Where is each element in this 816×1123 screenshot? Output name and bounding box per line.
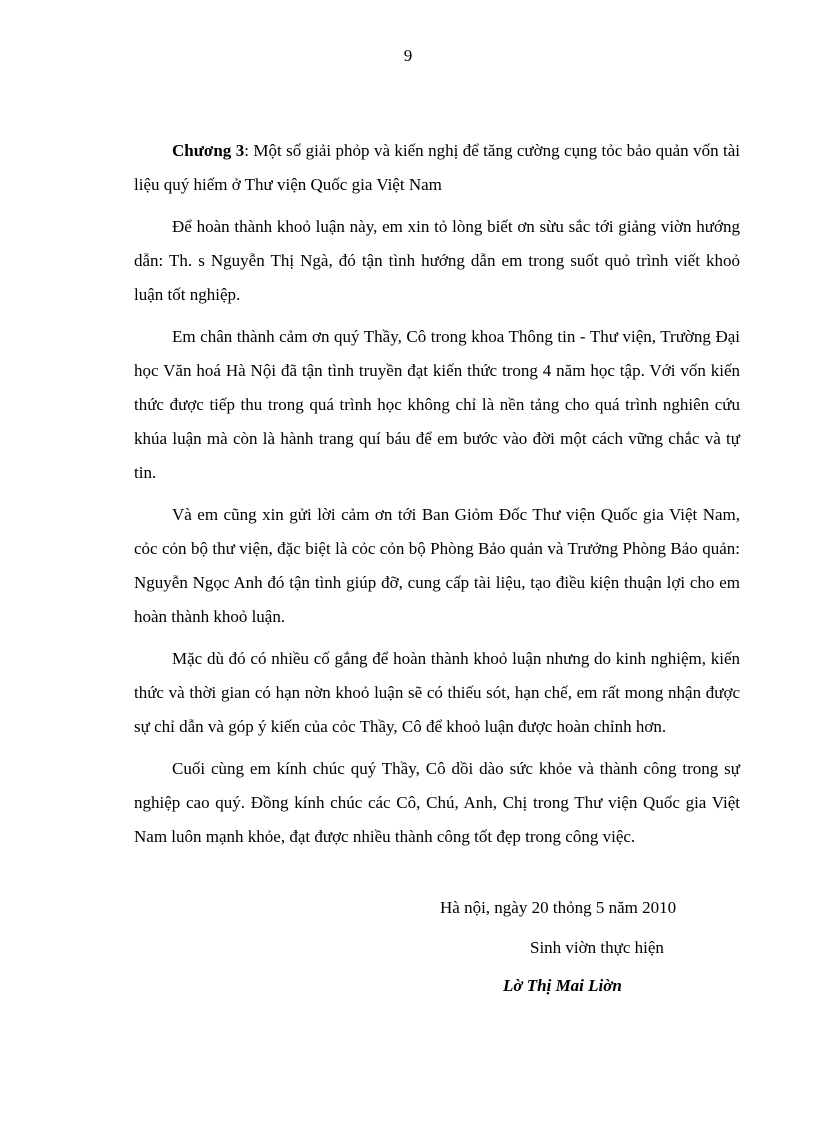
signature-date: Hà nội, ngày 20 thỏng 5 năm 2010 xyxy=(440,898,677,917)
document-body xyxy=(134,134,740,862)
signature-role: Sinh viờn thực hiện xyxy=(530,938,664,957)
signature-name: Lờ Thị Mai Liờn xyxy=(503,976,622,995)
paragraph-thanks-faculty: Em chân thành cảm ơn quý Thầy, Cô trong khoa Thông tin - Thư viện, Trường Đại học Văn hoá Hà Nội đã tận tình truyền đạt kiến thức trong 4 năm học tập. Với vốn kiến thức được tiếp thu trong quá trình học không chỉ là nền tảng cho quá trình nghiên cứu khúa luận mà còn là hành trang quí báu để em bước vào đời một cách vững chắc và tự tin. xyxy=(134,327,740,482)
paragraph-thanks-advisor: Để hoàn thành khoỏ luận này, em xin tỏ lòng biết ơn sừu sắc tới giảng viờn hướng dẫn: Th. s Nguyễn Thị Ngà, đó tận tình hướng dẫn em trong suốt quỏ trình viết khoỏ luận tốt nghiệp. xyxy=(134,217,740,304)
paragraph-closing-wishes: Cuối cùng em kính chúc quý Thầy, Cô dồi dào sức khỏe và thành công trong sự nghiệp cao quý. Đồng kính chúc các Cô, Chú, Anh, Chị trong Thư viện Quốc gia Việt Nam luôn mạnh khỏe, đạt được nhiều thành công tốt đẹp trong công việc. xyxy=(134,759,740,846)
paragraph-thanks-library: Và em cũng xin gửi lời cảm ơn tới Ban Giỏm Đốc Thư viện Quốc gia Việt Nam, cỏc cỏn bộ thư viện, đặc biệt là cỏc cỏn bộ Phòng Bảo quản và Trưởng Phòng Bảo quản: Nguyễn Ngọc Anh đó tận tình giúp đỡ, cung cấp tài liệu, tạo điều kiện thuận lợi cho em hoàn thành khoỏ luận. xyxy=(134,505,740,626)
chapter-title-text: : Một số giải phỏp và kiến nghị để tăng cường cụng tỏc bảo quản vốn tài liệu quý hiếm ở Thư viện Quốc gia Việt Nam xyxy=(134,141,740,194)
chapter-label: Chương 3 xyxy=(172,141,245,160)
page-number: 9 xyxy=(403,46,413,65)
paragraph-chapter-3 xyxy=(134,134,740,202)
paragraph-limitations: Mặc dù đó có nhiều cố gắng để hoàn thành khoỏ luận nhưng do kinh nghiệm, kiến thức và thời gian có hạn nờn khoỏ luận sẽ có thiếu sót, hạn chế, em rất mong nhận được sự chỉ dẫn và góp ý kiến của cỏc Thầy, Cô để khoỏ luận được hoàn chỉnh hơn. xyxy=(134,649,740,736)
